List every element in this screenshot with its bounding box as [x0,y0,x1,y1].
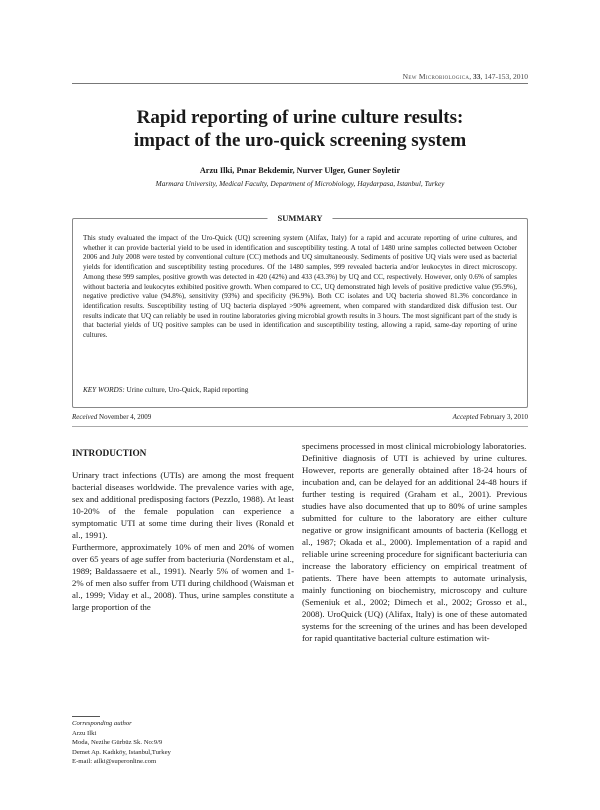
left-column [72,469,294,613]
summary-box [72,213,528,408]
header-rule [72,83,528,84]
right-column [302,440,527,644]
accepted-label: Accepted [452,413,479,421]
paragraph: specimens processed in most clinical microbiology laboratories. [302,441,527,451]
corresponding-name: Arzu Ilki [72,729,97,737]
accepted-value: February 3, 2010 [479,413,528,421]
keywords [83,386,517,394]
title-line-1: Rapid reporting of urine culture results: [136,107,464,128]
corresponding-address-1: Moda, Nezihe Gürbüz Sk. No:9/9 [72,739,163,746]
journal-name: New Microbiologica [402,72,470,81]
accepted-date [453,413,528,421]
paragraph: Urinary tract infections (UTIs) are among the most frequent bacterial diseases worldwide. The prevalence varies with age, sex and additional predisposing factors (Pezzlo, 1988). At least 10-20% of the female population can experience a symptomatic UTI at some time during their lives (Ronald et al., 1991). [72,470,294,540]
affiliation: Marmara University, Medical Faculty, Department of Microbiology, Haydarpasa, Istanbul, Turkey [155,179,445,188]
received-date [72,413,151,421]
paragraph: Furthermore, approximately 10% of men and 20% of women over 65 years of age suffer from bacteriuria (Nordenstam et al., 1989; Baldassaere et al., 1991). Nearly 5% of women and 1-2% of men also suffer from UTI during childhood (Waisman et al., 1999; Viday et al., 2008). Thus, urine samples constitute a large proportion of the [72,542,294,612]
section-heading-introduction: INTRODUCTION [72,449,147,459]
corresponding-label: Corresponding author [72,720,132,727]
title-line-2: impact of the uro-quick screening system [133,130,467,151]
keywords-list: Urine culture, Uro-Quick, Rapid reporting [126,386,249,394]
summary-text: This study evaluated the impact of the Uro-Quick (UQ) screening system (Alifax, Italy) for a rapid and accurate reporting of urine cultures, and whether it can provide bacterial yield to be used in identification and susceptibility testing. A total of 1480 urine samples collected between October 2006 and July 2008 were tested by conventional culture (CC) methods and UQ simultaneously. Sediments of positive UQ vials were used as bacterial yields for identification and susceptibility testing procedures. Of the 1480 samples, 999 revealed bacteria and/or leukocytes in direct microscopy. Among these 999 samples, positive growth was detected in 420 (42%) and 433 (43.3%) by UQ and CC, respectively. However, only 0.6% of samples without bacteria and leukocytes exhibited positive growth. When compared to CC, UQ demonstrated high levels of positive predictive value (95.9%), negative predictive value (94.8%), sensitivity (93%) and specificity (96.9%). Both CC isolates and UQ bacteria showed 81.3% concordance in identification results. Susceptibility testing of UQ bacteria displayed >90% agreement, when compared with standardized disk diffusion test. Our results indicate that UQ can reliably be used in routine laboratories giving microbial growth results in 3 hours. The most significant part of the study is that bacterial yields of UQ positive samples can be used in identification and susceptibility testing, allowing a rapid, same-day reporting of urine cultures. [83,234,517,340]
paragraph: Definitive diagnosis of UTI is achieved by urine cultures. However, reports are generally obtained after 18-24 hours of incubation and, can be delayed for an additional 24-48 hours if further testing is required (Graham et al., 2001). Previous studies have also documented that up to 80% of urine samples submitted for culture to the laboratory are either culture negative or grow insignificant amounts of bacteria (Kellogg et al., 1987; Okada et al., 2000). Implementation of a rapid and reliable urine screening procedure for significant bacteriuria can increase the laboratory efficiency on empirical treatment of patients. There have been attempts to automate urinalysis, mainly functioning on biochemistry, microscopy and culture (Semeniuk et al., 2002; Dimech et al., 2002; Grosso et al., 2008). UroQuick (UQ) (Alifax, Italy) is one of these automated systems for the screening of the urines and has been developed for rapid quantitative bacterial culture estimation wit- [302,453,527,643]
journal-volume: 33 [473,72,481,81]
authors: Arzu Ilki, Pınar Bekdemir, Nurver Ulger, Guner Soyletir [199,166,401,175]
corresponding-address-2: Demet Ap. Kadıköy, Istanbul,Turkey [72,748,171,756]
corresponding-author [72,716,294,767]
journal-citation: New Microbiologica, 33, 147-153, 2010 [402,72,528,81]
corresponding-email: E-mail: ailki@superonline.com [72,758,157,765]
keywords-label: KEY WORDS: [83,386,125,394]
footnote-rule [72,716,100,717]
received-label: Received [72,413,98,421]
journal-pages: , 147-153, 2010 [480,72,528,81]
summary-label: SUMMARY [267,213,332,223]
dates-rule [72,426,528,427]
article-title [60,106,540,152]
received-value: November 4, 2009 [99,413,152,421]
